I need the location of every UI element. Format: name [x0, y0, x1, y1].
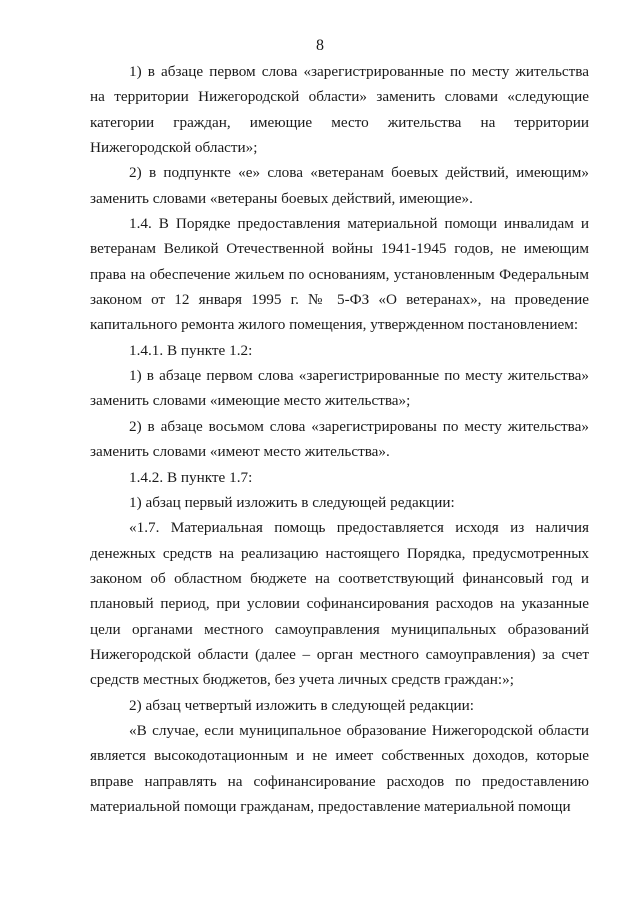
paragraph: 1) абзац первый изложить в следующей редакции: [129, 493, 455, 511]
paragraph: 2) в абзаце восьмом слова «зарегистрированы по месту жительства» заменить словами «имеют место жительства». [90, 417, 589, 461]
paragraph: 1.4. В Порядке предоставления материальной помощи инвалидам и ветеранам Великой Отечественной войны 1941-1945 годов, не имеющим права на обеспечение жильем по основаниям, установленным Федеральным законом от 12 января 1995 г. № 5-ФЗ «О ветеранах», на проведение капитального ремонта жилого помещения, утвержденном постановлением: [90, 215, 589, 334]
paragraph: «В случае, если муниципальное образование Нижегородской области является высокодотационным и не имеет собственных доходов, которые вправе направлять на софинансирование расходов по предоставлению материальной помощи гражданам, предоставление материальной помощи [90, 721, 589, 815]
document-body [90, 59, 589, 819]
paragraph: 1.4.1. В пункте 1.2: [129, 341, 253, 359]
paragraph: 1) в абзаце первом слова «зарегистрированные по месту жительства» заменить словами «имеющие место жительства»; [90, 367, 589, 410]
paragraph: 2) абзац четвертый изложить в следующей редакции: [129, 696, 474, 714]
paragraph: 1.4.2. В пункте 1.7: [129, 468, 253, 486]
paragraph: 2) в подпункте «е» слова «ветеранам боевых действий, имеющим» заменить словами «ветераны боевых действий, имеющие». [90, 164, 589, 207]
paragraph: 1) в абзаце первом слова «зарегистрированные по месту жительства на территории Нижегородской области» заменить словами «следующие категории граждан, имеющие место жительства на территории Нижегородской области»; [90, 63, 589, 157]
paragraph: «1.7. Материальная помощь предоставляется исходя из наличия денежных средств на реализацию настоящего Порядка, предусмотренных законом об областном бюджете на соответствующий финансовый год и плановый период, при условии софинансирования расходов на указанные цели органами местного самоуправления муниципальных образований Нижегородской области (далее – орган местного самоуправления) за счет средств местных бюджетов, без учета личных средств граждан:»; [90, 519, 589, 689]
page-number: 8 [316, 37, 324, 54]
